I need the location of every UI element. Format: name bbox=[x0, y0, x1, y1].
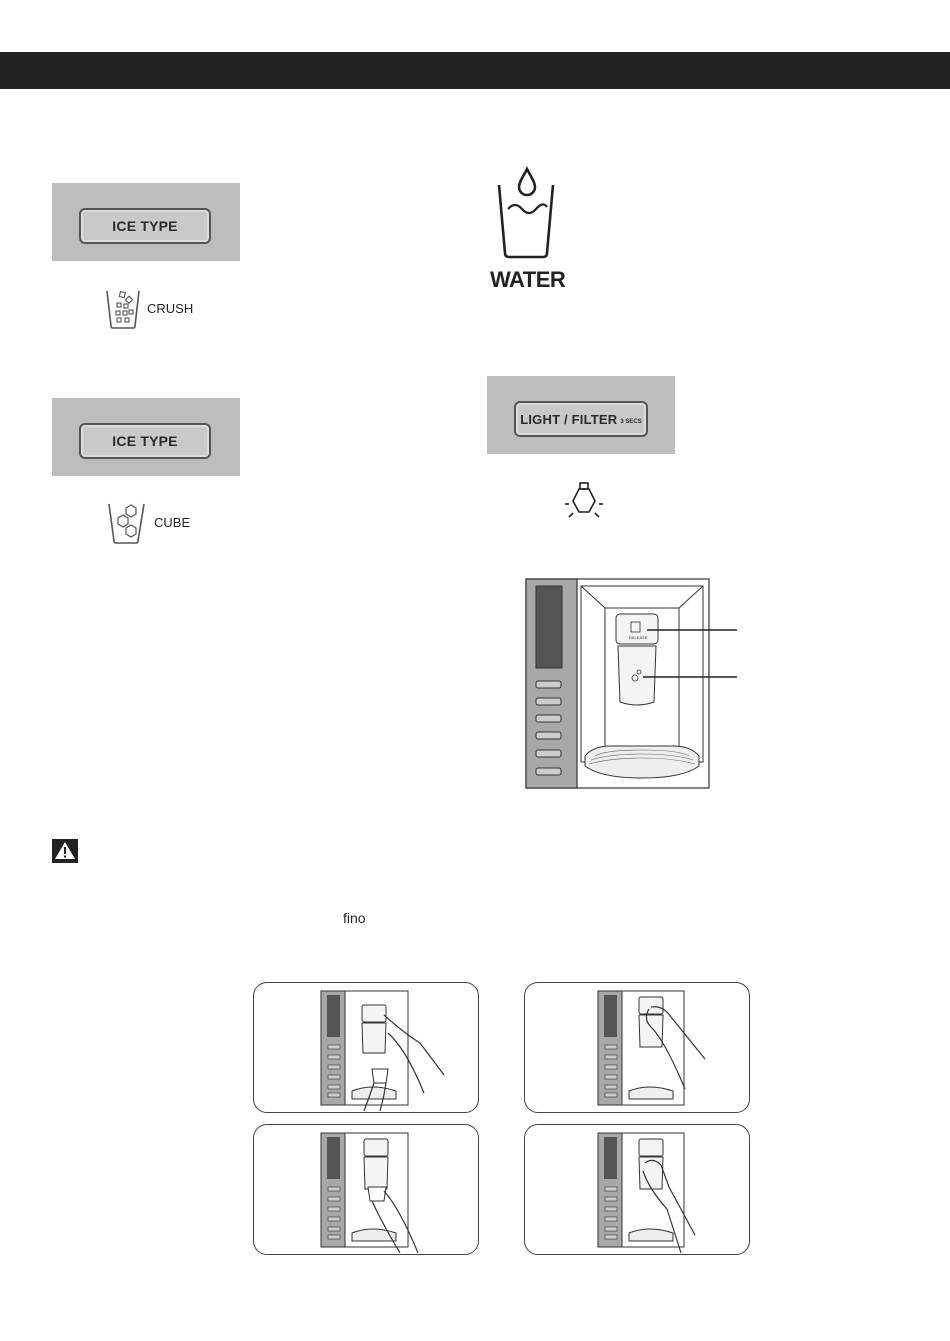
dispenser-step-3-icon bbox=[254, 1125, 478, 1254]
step-3-illustration bbox=[253, 1124, 479, 1255]
water-label: WATER bbox=[490, 267, 566, 292]
dispenser-step-2-icon bbox=[525, 983, 749, 1112]
ice-type-button-label: ICE TYPE bbox=[112, 218, 178, 234]
light-filter-button-label: LIGHT / FILTER bbox=[520, 411, 618, 427]
ice-type-button-label: ICE TYPE bbox=[112, 433, 178, 449]
step-1-illustration bbox=[253, 982, 479, 1113]
cube-label: CUBE bbox=[154, 515, 191, 530]
dispenser-step-1-icon bbox=[254, 983, 478, 1112]
ice-type-button[interactable] bbox=[79, 423, 211, 459]
hold-duration-label: 3 SECS bbox=[620, 418, 642, 425]
warning-triangle-icon bbox=[52, 839, 78, 863]
fino-text: fino bbox=[343, 910, 366, 926]
crush-label: CRUSH bbox=[147, 301, 194, 316]
crushed-ice-cup-icon bbox=[104, 288, 142, 330]
light-bulb-icon bbox=[565, 480, 603, 520]
dispenser-step-4-icon bbox=[525, 1125, 749, 1254]
header-bar bbox=[0, 52, 950, 89]
svg-text:RELEASE: RELEASE bbox=[629, 635, 648, 640]
light-filter-panel bbox=[487, 376, 675, 454]
water-cup-icon bbox=[495, 165, 557, 265]
ice-type-panel-crush bbox=[52, 183, 240, 261]
ice-cube-cup-icon bbox=[106, 501, 148, 545]
ice-type-panel-cube bbox=[52, 398, 240, 476]
light-filter-button[interactable] bbox=[514, 401, 648, 437]
step-4-illustration bbox=[524, 1124, 750, 1255]
ice-type-button[interactable] bbox=[79, 208, 211, 244]
step-2-illustration bbox=[524, 982, 750, 1113]
dispenser-icon bbox=[525, 578, 745, 790]
